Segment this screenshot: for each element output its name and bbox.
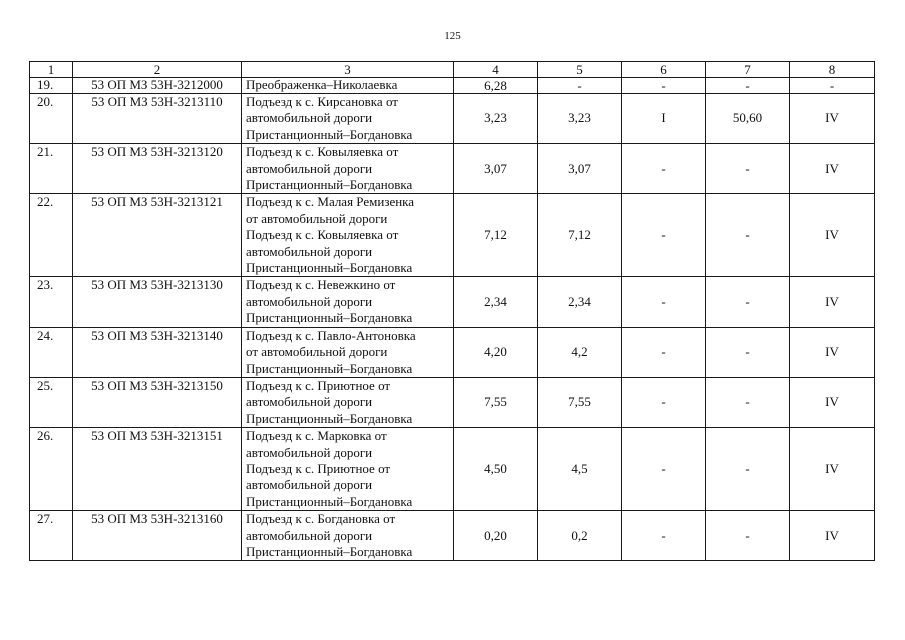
cell-col-4: 7,55 <box>454 377 538 427</box>
road-name-line: автомобильной дороги <box>246 444 373 460</box>
row-number: 20. <box>30 94 73 144</box>
table-row <box>30 78 875 94</box>
road-name-line: Пристанционный–Богдановка <box>246 260 413 276</box>
cell-col-7: 50,60 <box>706 94 790 144</box>
cell-col-5: 7,12 <box>538 194 622 277</box>
table-row <box>30 94 875 144</box>
road-name-line: от автомобильной дороги <box>246 344 388 360</box>
cell-col-4: 6,28 <box>454 78 538 94</box>
road-name-line: автомобильной дороги <box>246 110 373 126</box>
cell-col-5: 3,07 <box>538 144 622 194</box>
road-code: 53 ОП МЗ 53Н-3212000 <box>73 78 242 94</box>
cell-col-6: I <box>622 94 706 144</box>
table-row <box>30 327 875 377</box>
cell-col-4: 2,34 <box>454 277 538 327</box>
table-row <box>30 144 875 194</box>
table-row <box>30 377 875 427</box>
cell-col-5: 7,55 <box>538 377 622 427</box>
table-row <box>30 194 875 277</box>
cell-col-4: 7,12 <box>454 194 538 277</box>
header-cell-5: 5 <box>538 62 622 78</box>
cell-col-8: - <box>790 78 875 94</box>
road-name <box>242 511 454 561</box>
road-name-line: автомобильной дороги <box>246 477 373 493</box>
cell-col-5: - <box>538 78 622 94</box>
road-name-line: Пристанционный–Богдановка <box>246 126 413 142</box>
cell-col-7: - <box>706 194 790 277</box>
road-name-line: Подъезд к с. Приютное от <box>246 377 391 393</box>
row-number: 24. <box>30 327 73 377</box>
road-name <box>242 194 454 277</box>
road-name-line: автомобильной дороги <box>246 293 373 309</box>
road-name <box>242 377 454 427</box>
cell-col-4: 4,50 <box>454 428 538 511</box>
road-name <box>242 277 454 327</box>
cell-col-6: - <box>622 511 706 561</box>
cell-col-4: 4,20 <box>454 327 538 377</box>
cell-col-5: 3,23 <box>538 94 622 144</box>
road-name <box>242 94 454 144</box>
road-name-line: автомобильной дороги <box>246 160 373 176</box>
cell-col-7: - <box>706 277 790 327</box>
row-number: 25. <box>30 377 73 427</box>
road-code: 53 ОП МЗ 53Н-3213120 <box>73 144 242 194</box>
cell-col-8: IV <box>790 511 875 561</box>
cell-col-4: 3,23 <box>454 94 538 144</box>
road-name-line: автомобильной дороги <box>246 243 373 259</box>
road-name-line: Подъезд к с. Павло-Антоновка <box>246 327 416 343</box>
road-name <box>242 78 454 94</box>
road-code: 53 ОП МЗ 53Н-3213150 <box>73 377 242 427</box>
cell-col-8: IV <box>790 194 875 277</box>
cell-col-7: - <box>706 144 790 194</box>
road-name-line: Подъезд к с. Ковыляевка от <box>246 144 399 160</box>
header-cell-4: 4 <box>454 62 538 78</box>
row-number: 19. <box>30 78 73 94</box>
road-name-line: Пристанционный–Богдановка <box>246 410 413 426</box>
road-name-line: Подъезд к с. Марковка от <box>246 428 387 444</box>
road-code: 53 ОП МЗ 53Н-3213121 <box>73 194 242 277</box>
row-number: 21. <box>30 144 73 194</box>
road-name-line: Преображенка–Николаевка <box>246 77 398 92</box>
road-name-line: автомобильной дороги <box>246 394 373 410</box>
road-name-line: Подъезд к с. Невежкино от <box>246 277 396 293</box>
road-name-line: Пристанционный–Богдановка <box>246 360 413 376</box>
road-name-line: Пристанционный–Богдановка <box>246 177 413 193</box>
road-code: 53 ОП МЗ 53Н-3213140 <box>73 327 242 377</box>
header-cell-3: 3 <box>242 62 454 78</box>
road-name-line: Подъезд к с. Приютное от <box>246 460 391 476</box>
cell-col-8: IV <box>790 377 875 427</box>
cell-col-7: - <box>706 377 790 427</box>
road-name-line: Подъезд к с. Кирсановка от <box>246 94 398 109</box>
cell-col-7: - <box>706 327 790 377</box>
road-name <box>242 144 454 194</box>
cell-col-6: - <box>622 327 706 377</box>
table-row <box>30 428 875 511</box>
table-row <box>30 511 875 561</box>
cell-col-4: 3,07 <box>454 144 538 194</box>
road-name-line: от автомобильной дороги <box>246 210 388 226</box>
road-code: 53 ОП МЗ 53Н-3213151 <box>73 428 242 511</box>
road-name-line: Подъезд к с. Малая Ремизенка <box>246 194 415 210</box>
road-name <box>242 428 454 511</box>
cell-col-6: - <box>622 277 706 327</box>
cell-col-8: IV <box>790 94 875 144</box>
header-cell-1: 1 <box>30 62 73 78</box>
cell-col-7: - <box>706 428 790 511</box>
road-name-line: автомобильной дороги <box>246 527 373 543</box>
cell-col-8: IV <box>790 144 875 194</box>
cell-col-7: - <box>706 511 790 561</box>
road-code: 53 ОП МЗ 53Н-3213160 <box>73 511 242 561</box>
row-number: 22. <box>30 194 73 277</box>
road-name <box>242 327 454 377</box>
road-code: 53 ОП МЗ 53Н-3213110 <box>73 94 242 144</box>
road-name-line: Пристанционный–Богдановка <box>246 493 413 509</box>
row-number: 26. <box>30 428 73 511</box>
cell-col-6: - <box>622 428 706 511</box>
header-cell-7: 7 <box>706 62 790 78</box>
cell-col-6: - <box>622 78 706 94</box>
road-name-line: Подъезд к с. Богдановка от <box>246 511 396 527</box>
cell-col-5: 2,34 <box>538 277 622 327</box>
header-cell-8: 8 <box>790 62 875 78</box>
cell-col-5: 0,2 <box>538 511 622 561</box>
row-number: 23. <box>30 277 73 327</box>
cell-col-8: IV <box>790 428 875 511</box>
cell-col-5: 4,2 <box>538 327 622 377</box>
table-header-row <box>30 62 875 78</box>
cell-col-7: - <box>706 78 790 94</box>
cell-col-6: - <box>622 144 706 194</box>
page-number: 125 <box>444 30 461 42</box>
cell-col-5: 4,5 <box>538 428 622 511</box>
road-name-line: Пристанционный–Богдановка <box>246 543 413 559</box>
cell-col-8: IV <box>790 327 875 377</box>
header-cell-2: 2 <box>73 62 242 78</box>
row-number: 27. <box>30 511 73 561</box>
table-row <box>30 277 875 327</box>
cell-col-4: 0,20 <box>454 511 538 561</box>
road-code: 53 ОП МЗ 53Н-3213130 <box>73 277 242 327</box>
roads-table <box>29 61 875 561</box>
cell-col-8: IV <box>790 277 875 327</box>
road-name-line: Подъезд к с. Ковыляевка от <box>246 227 399 243</box>
road-name-line: Пристанционный–Богдановка <box>246 310 413 326</box>
cell-col-6: - <box>622 194 706 277</box>
header-cell-6: 6 <box>622 62 706 78</box>
cell-col-6: - <box>622 377 706 427</box>
